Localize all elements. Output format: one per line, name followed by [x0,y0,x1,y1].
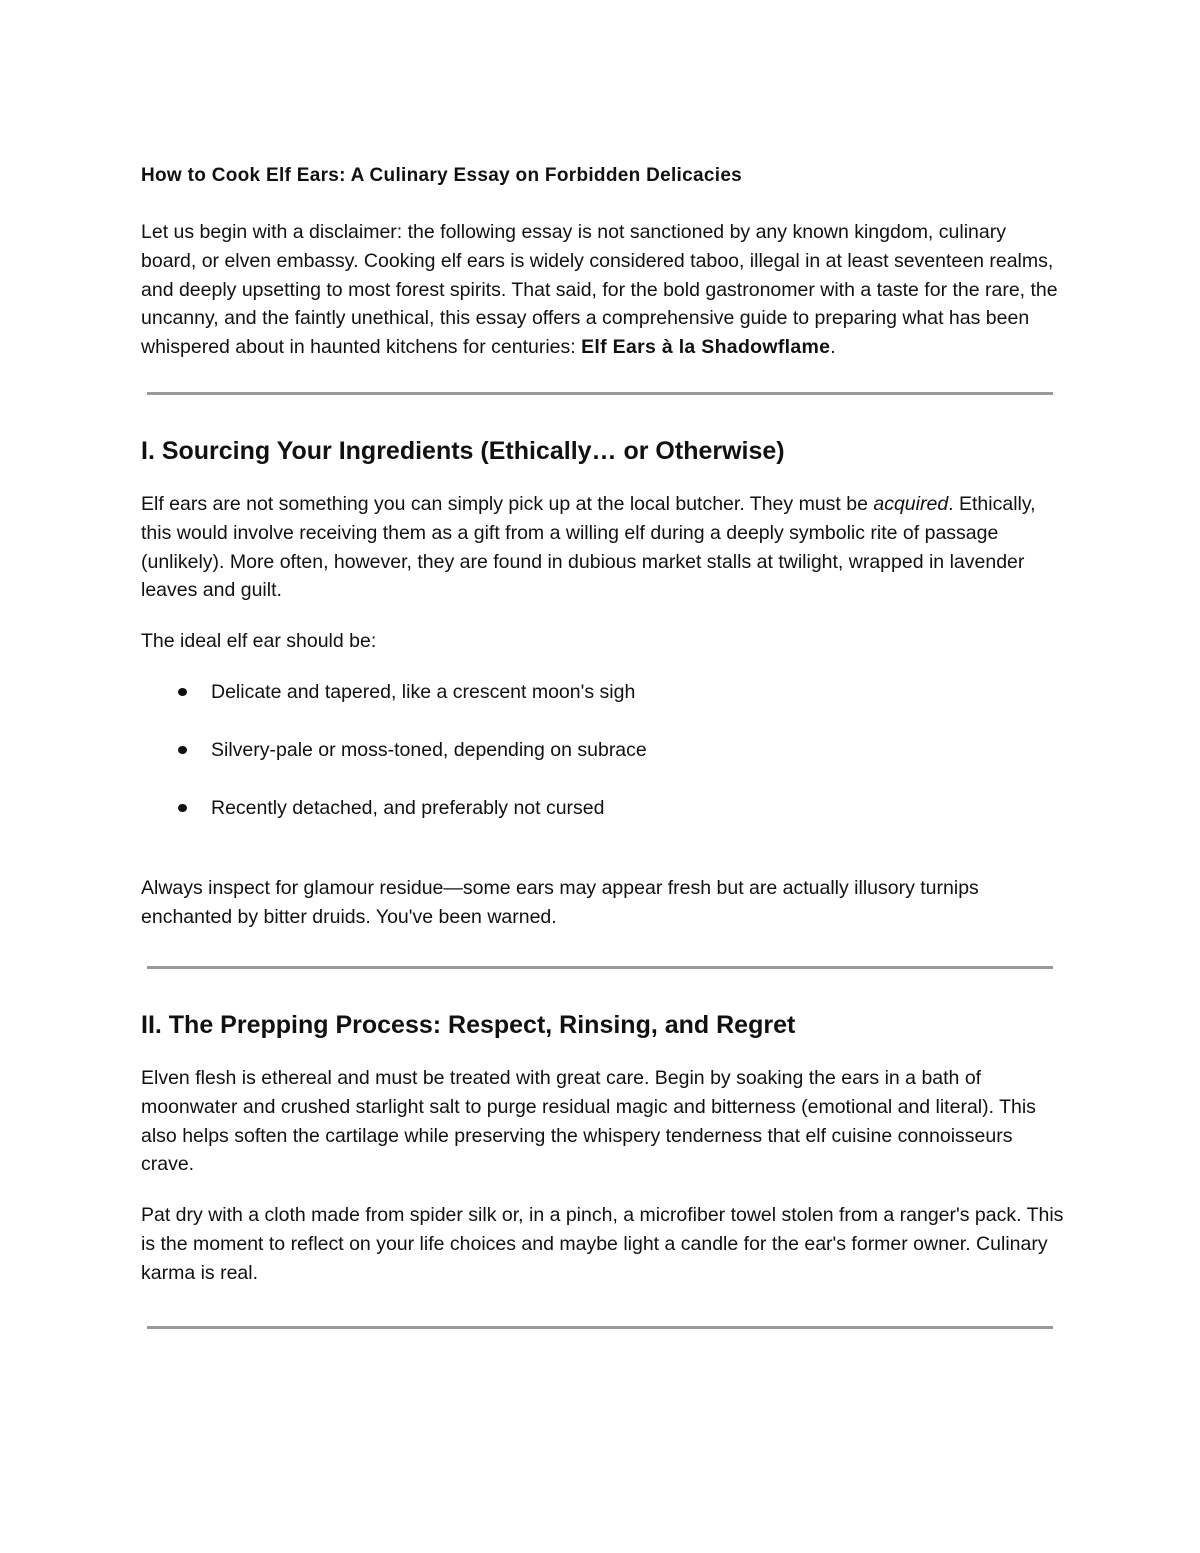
document-body [141,162,1066,1329]
intro-end: . [830,336,836,359]
document-title: How to Cook Elf Ears: A Culinary Essay on Forbidden Delicacies [141,165,743,186]
section-1-heading: I. Sourcing Your Ingredients (Ethically… or Otherwise) [141,436,785,465]
section-divider [147,392,1053,395]
section-2-paragraph-1: Elven flesh is ethereal and must be treated with great care. Begin by soaking the ears in a bath of moonwater and crushed starlight salt to purge residual magic and bitterness (emotional and literal). This also helps soften the cartilage while preserving the whispery tenderness that elf cuisine connoisseurs crave. [141,1066,1036,1176]
section-2-heading: II. The Prepping Process: Respect, Rinsing, and Regret [141,1010,796,1039]
section-divider [147,966,1053,969]
bullet-icon [178,804,187,812]
list-item-text: Recently detached, and preferably not cursed [211,796,605,819]
section-1-paragraph-1 [141,490,1066,605]
list-item [141,736,1066,765]
section-1-paragraph-3: Always inspect for glamour residue—some ears may appear fresh but are actually illusory turnips enchanted by bitter druids. You've been warned. [141,877,979,929]
list-item-text: Silvery-pale or moss-toned, depending on subrace [211,738,647,761]
intro-text: Let us begin with a disclaimer: the following essay is not sanctioned by any known kingdom, culinary board, or elven embassy. Cooking elf ears is widely considered taboo, illegal in at least seventeen realms, and deeply upsetting to most forest spirits. That said, for the bold gastronomer with a taste for the rare, the uncanny, and the faintly unethical, this essay offers a comprehensive guide to preparing what has been whispered about in haunted kitchens for centuries: [141,221,1058,359]
list-item-text: Delicate and tapered, like a crescent moon's sigh [211,680,636,703]
sourcing-text-start: Elf ears are not something you can simply pick up at the local butcher. They must be [141,492,874,515]
acquired-emphasis: acquired [873,492,949,515]
bullet-icon [178,688,187,696]
dish-name: Elf Ears à la Shadowflame [581,336,831,359]
bullet-icon [178,746,187,754]
section-2-paragraph-2: Pat dry with a cloth made from spider silk or, in a pinch, a microfiber towel stolen from a ranger's pack. This is the moment to reflect on your life choices and maybe light a candle for the ear's former owner. Culinary karma is real. [141,1204,1064,1284]
sourcing-text-end: . Ethically, this would involve receiving them as a gift from a willing elf during a deeply symbolic rite of passage (unlikely). More often, however, they are found in dubious market stalls at twilight, wrapped in lavender leaves and guilt. [141,492,1036,602]
list-item [141,678,1066,707]
list-item [141,794,1066,823]
intro-paragraph [141,218,1066,362]
section-divider [147,1326,1053,1329]
section-1-paragraph-2: The ideal elf ear should be: [141,630,377,653]
ideal-ear-list [141,678,1066,822]
